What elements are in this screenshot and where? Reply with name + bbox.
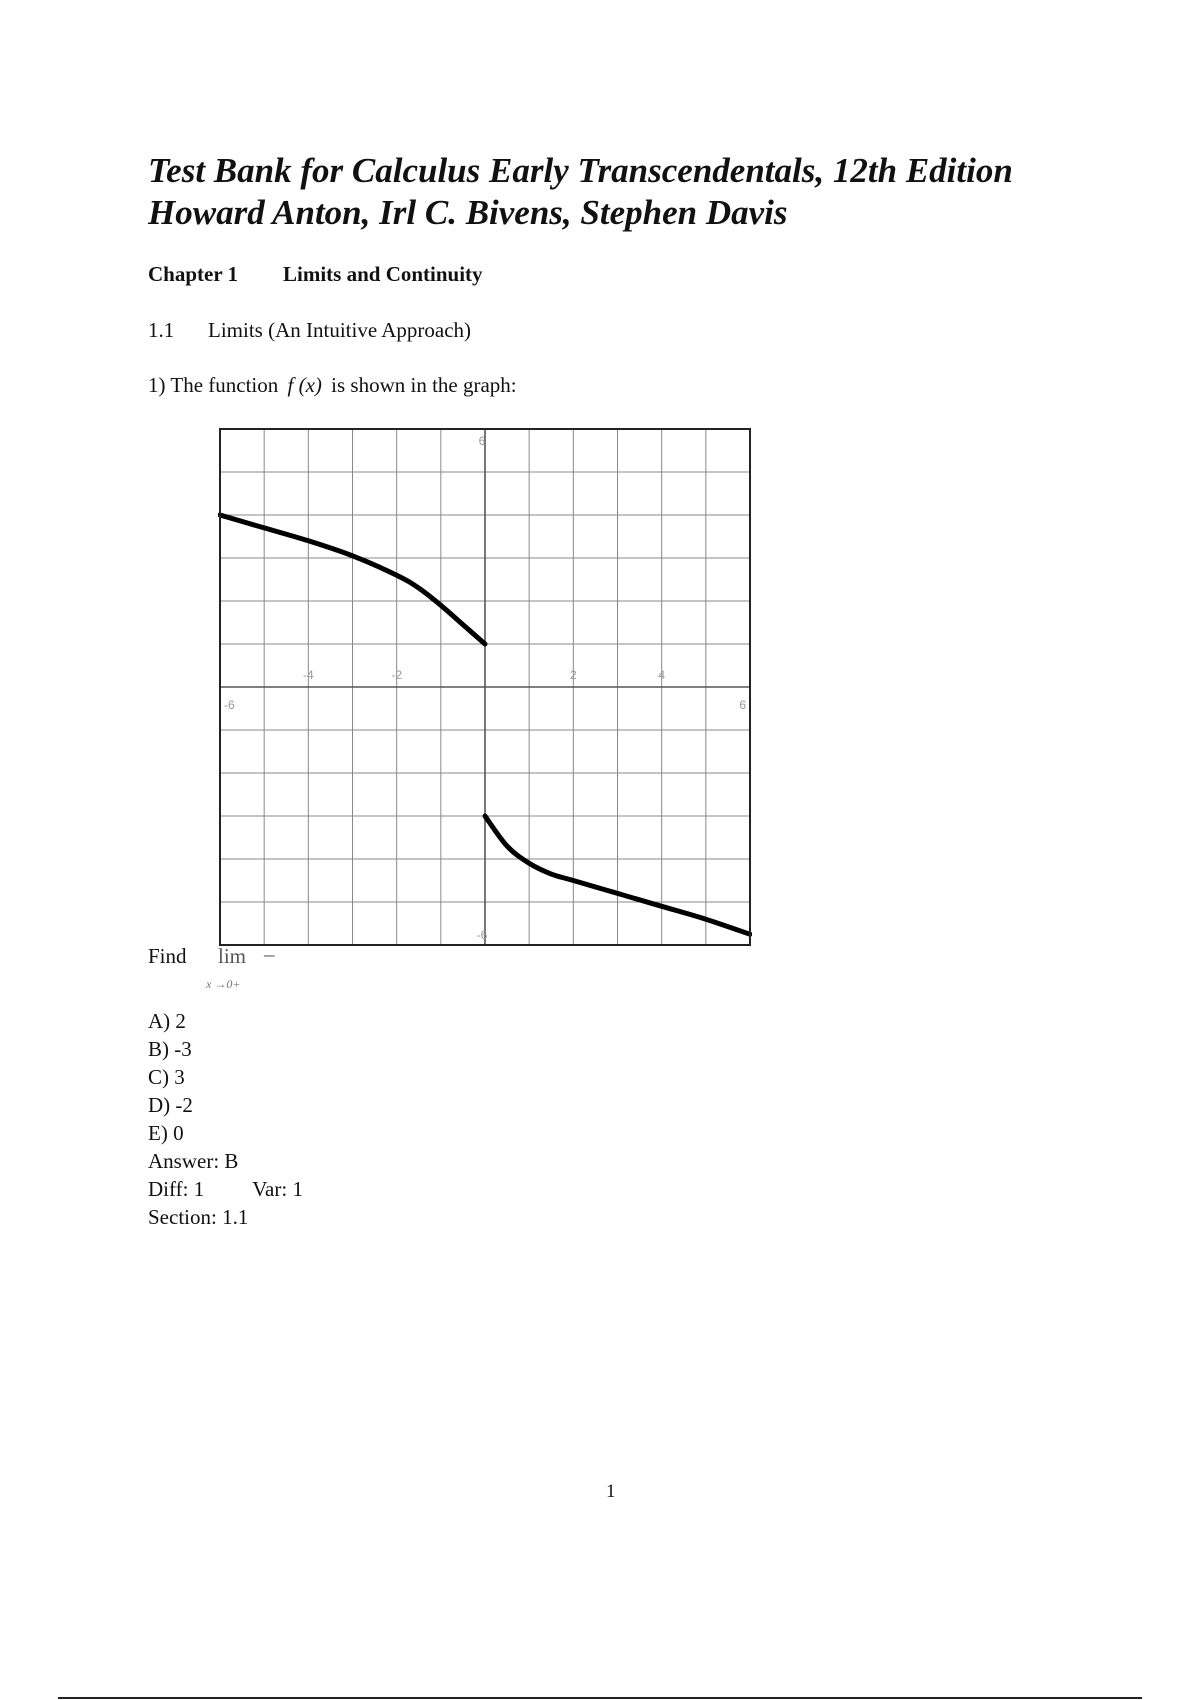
y-tick-label: -6 — [476, 928, 488, 942]
find-limit — [148, 942, 275, 991]
document-title — [148, 150, 1013, 234]
title-line-1: Test Bank for Calculus Early Transcendentals, 12th Edition — [148, 151, 1013, 190]
question-prefix: 1) The function — [148, 373, 279, 397]
choice-b: B) -3 — [148, 1037, 192, 1061]
diff-value: 1 — [193, 1177, 205, 1201]
title-line-2: Howard Anton, Irl C. Bivens, Stephen Davis — [148, 193, 788, 232]
limit-operator: lim — [218, 944, 247, 968]
chapter-heading — [148, 262, 483, 287]
var-label: Var: — [252, 1177, 288, 1201]
diff-label: Diff: — [148, 1177, 189, 1201]
x-tick-label: 6 — [739, 698, 746, 712]
section-heading — [148, 318, 471, 343]
limit-dash: – — [264, 942, 275, 966]
answer-label: Answer: — [148, 1149, 220, 1173]
difficulty-line — [148, 1175, 303, 1203]
function-graph — [218, 427, 752, 947]
section-number: 1.1 — [148, 318, 175, 342]
section-line — [148, 1203, 303, 1231]
function-notation: f (x) — [287, 373, 322, 397]
chapter-number: Chapter 1 — [148, 262, 239, 286]
y-tick-label: 6 — [478, 434, 486, 448]
answer-value: B — [224, 1149, 239, 1173]
question-prompt — [148, 373, 517, 398]
choice-c: C) 3 — [148, 1065, 185, 1089]
choice-a: A) 2 — [148, 1009, 186, 1033]
x-tick-label: -6 — [224, 698, 235, 712]
choice-e: E) 0 — [148, 1121, 184, 1145]
find-label: Find — [148, 944, 187, 968]
axes — [220, 429, 750, 945]
answer-choices — [148, 1007, 193, 1147]
choice-d: D) -2 — [148, 1093, 193, 1117]
section-value: 1.1 — [222, 1205, 249, 1229]
page-number: 1 — [606, 1481, 616, 1502]
limit-subscript: x →0+ — [206, 977, 241, 991]
chapter-title: Limits and Continuity — [283, 262, 483, 286]
section-label: Section: — [148, 1205, 217, 1229]
x-tick-label: 4 — [658, 668, 666, 682]
x-tick-label: 2 — [569, 668, 577, 682]
var-value: 1 — [292, 1177, 303, 1201]
x-tick-label: -2 — [391, 668, 403, 682]
answer-line — [148, 1147, 303, 1175]
question-suffix: is shown in the graph: — [331, 373, 517, 397]
question-metadata — [148, 1147, 303, 1231]
section-title: Limits (An Intuitive Approach) — [208, 318, 472, 342]
x-tick-label: -4 — [302, 668, 314, 682]
footer-rule — [58, 1697, 1142, 1699]
